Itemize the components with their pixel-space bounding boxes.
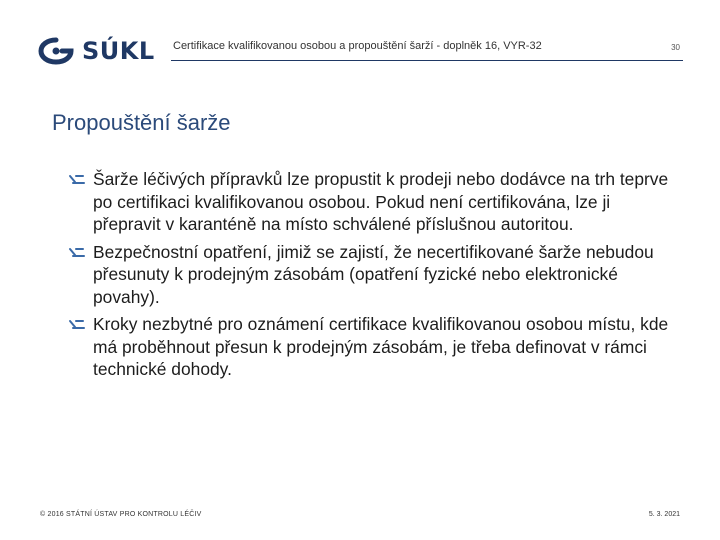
bullet-text: Bezpečnostní opatření, jimiž se zajistí, že necertifikované šarže nebudou přesunuty k prodejným zásobám (opatření fyzické nebo elektronické povahy).: [93, 241, 654, 307]
page-number: 30: [671, 43, 680, 52]
footer-date: 5. 3. 2021: [648, 511, 680, 518]
bullet-item: [68, 168, 678, 236]
bullet-text: Šarže léčivých přípravků lze propustit k prodeji nebo dodávce na trh teprve po certifikaci kvalifikovanou osobou. Pokud není certifikována, lze ji přepravit v karanténě na místo schválené příslušnou autoritou.: [93, 169, 669, 234]
sukl-logo: [38, 36, 155, 66]
check-bullet-icon: [68, 318, 86, 330]
footer-copyright: © 2016 STÁTNÍ ÚSTAV PRO KONTROLU LÉČIV: [40, 511, 202, 518]
bullet-list: [68, 168, 678, 386]
bullet-text: Kroky nezbytné pro oznámení certifikace kvalifikovanou osobou místu, kde má proběhnout přesun k prodejným zásobám, je třeba definovat v rámci technické dohody.: [93, 314, 669, 379]
bullet-item: [68, 313, 678, 381]
slide-title: Propouštění šarže: [52, 110, 231, 135]
check-bullet-icon: [68, 246, 86, 258]
bullet-item: [68, 241, 678, 309]
header-divider: [171, 60, 683, 61]
check-bullet-icon: [68, 173, 86, 185]
sukl-logo-icon: [38, 36, 74, 66]
logo-text: SÚKL: [82, 37, 155, 65]
header-title: Certifikace kvalifikovanou osobou a propouštění šarží - doplněk 16, VYR-32: [173, 40, 542, 52]
